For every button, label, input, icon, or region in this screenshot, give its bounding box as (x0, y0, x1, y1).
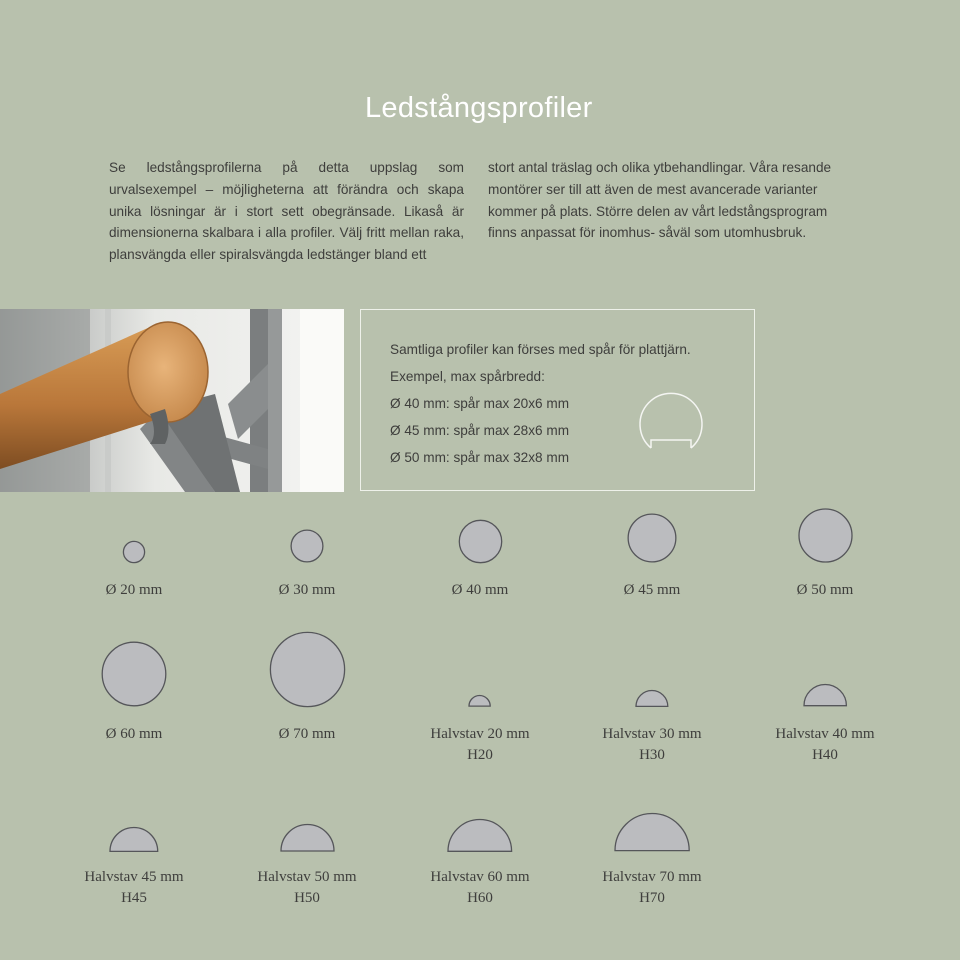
profile-label (222, 867, 392, 909)
profile-size-label: Halvstav 30 mm (602, 726, 702, 742)
profile-size-label: Ø 60 mm (105, 726, 163, 742)
profile-shape (628, 514, 676, 562)
grooved-profile-diagram (638, 390, 704, 458)
profile-size-label: Ø 30 mm (278, 582, 336, 598)
profile-size-label: Halvstav 70 mm (602, 869, 702, 885)
profile-label (567, 724, 737, 766)
profile-shape (469, 695, 490, 706)
profile-shape (615, 814, 689, 851)
half-profile-70mm (613, 812, 692, 853)
profile-shape (459, 520, 501, 562)
half-profile-45mm (108, 826, 160, 853)
profile-shape (636, 690, 668, 706)
half-profile-40mm (802, 683, 849, 708)
half-profile-60mm (446, 818, 514, 853)
profile-shape (291, 530, 323, 562)
profile-shape (804, 685, 846, 706)
profile-size-label: Ø 40 mm (451, 582, 509, 598)
profile-size-label: Ø 50 mm (796, 582, 854, 598)
profile-shape (102, 643, 166, 707)
groove-info-box (360, 309, 755, 491)
profile-code-label: H60 (467, 890, 493, 906)
profile-label (395, 867, 565, 909)
profile-shape (281, 825, 334, 852)
info-line-5: Ø 50 mm: spår max 32x8 mm (390, 450, 570, 465)
profile-size-label: Ø 70 mm (278, 726, 336, 742)
round-profile-60mm (100, 640, 168, 708)
profile-label (222, 580, 392, 601)
profile-code-label: H70 (639, 890, 665, 906)
profile-label (222, 724, 392, 745)
info-line-2: Exempel, max spårbredd: (390, 369, 545, 384)
profile-size-label: Ø 20 mm (105, 582, 163, 598)
profile-code-label: H50 (294, 890, 320, 906)
round-profile-30mm (289, 528, 325, 564)
profile-size-label: Halvstav 50 mm (257, 869, 357, 885)
profile-label (49, 580, 219, 601)
profile-size-label: Halvstav 40 mm (775, 726, 875, 742)
profile-size-label: Ø 45 mm (623, 582, 681, 598)
info-line-1: Samtliga profiler kan förses med spår för plattjärn. (390, 342, 691, 357)
handrail-photo (0, 309, 344, 492)
profile-label (395, 724, 565, 766)
round-profile-70mm (268, 630, 347, 709)
half-profile-20mm (467, 694, 493, 708)
profile-shape (448, 819, 512, 851)
half-profile-30mm (634, 689, 670, 708)
profile-label (567, 867, 737, 909)
profile-label (567, 580, 737, 601)
profile-label (395, 580, 565, 601)
profile-label (740, 580, 910, 601)
profile-label (740, 724, 910, 766)
round-profile-45mm (626, 512, 678, 564)
profile-label (49, 867, 219, 909)
info-line-4: Ø 45 mm: spår max 28x6 mm (390, 423, 570, 438)
half-profile-50mm (279, 823, 336, 853)
profile-shape (123, 541, 144, 562)
profile-size-label: Halvstav 45 mm (84, 869, 184, 885)
profile-code-label: H30 (639, 747, 665, 763)
round-profile-40mm (457, 518, 504, 565)
profile-shape (110, 827, 158, 851)
profile-size-label: Halvstav 20 mm (430, 726, 530, 742)
profile-shape (799, 509, 852, 562)
intro-text-left: Se ledstångsprofilerna på detta uppslag som urvalsexempel – möjligheterna att förändra och skapa unika lösningar är i stort sett obegränsade. Likaså är dimensionerna skalbara i alla profiler. Välj fritt mellan raka, plansvängda eller spiralsvängda ledstänger bland ett (109, 160, 464, 263)
intro-text-right: stort antal träslag och olika ytbehandlingar. Våra resande montörer ser till att även de mest avancerade varianter kommer på plats. Större delen av vårt ledstångsprogram finns anpassat för inomhus- såväl som utomhusbruk. (488, 160, 832, 241)
profile-code-label: H20 (467, 747, 493, 763)
info-line-3: Ø 40 mm: spår max 20x6 mm (390, 396, 570, 411)
round-profile-50mm (797, 507, 854, 564)
page-title: Ledstångsprofiler (365, 92, 593, 124)
profile-code-label: H40 (812, 747, 838, 763)
profile-size-label: Halvstav 60 mm (430, 869, 530, 885)
profile-code-label: H45 (121, 890, 147, 906)
profile-label (49, 724, 219, 745)
profile-shape (270, 632, 344, 706)
round-profile-20mm (121, 539, 147, 565)
